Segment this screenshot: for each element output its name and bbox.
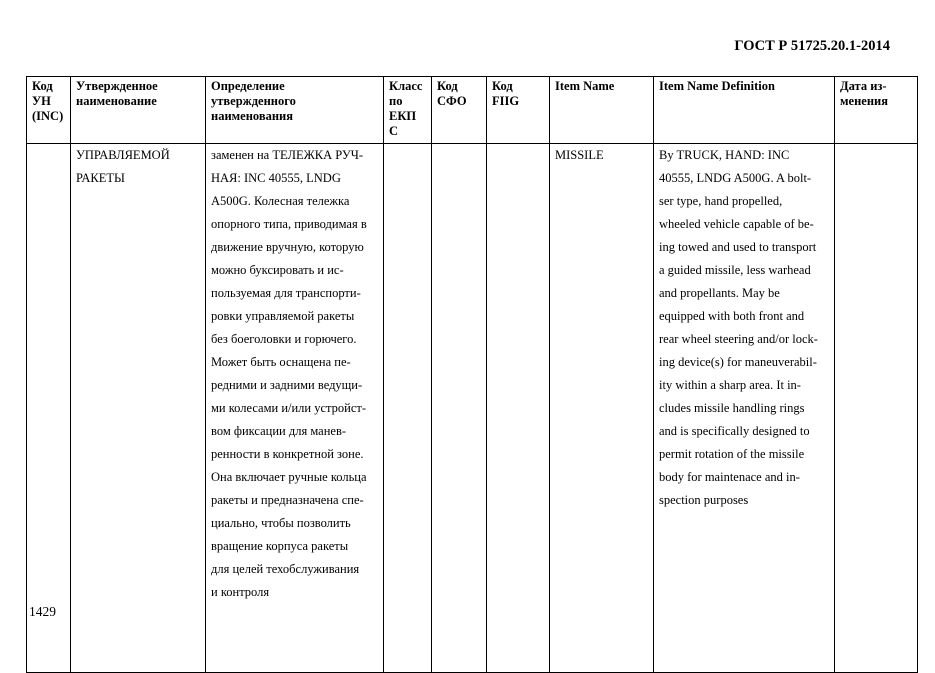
cell-text-line: пользуемая для транспорти-: [211, 286, 361, 300]
cell-text-line: ing towed and used to transport: [659, 240, 817, 254]
cell-text-line: ровки управляемой ракеты: [211, 309, 355, 323]
cell-text-line: ренности в конкретной зоне.: [211, 447, 364, 461]
cell-text-line: and is specifically designed to: [659, 424, 810, 438]
cell-text-line: wheeled vehicle capable of be-: [659, 217, 814, 231]
cell-text-line: РАКЕТЫ: [76, 171, 125, 185]
cell-text-line: циально, чтобы позволить: [211, 516, 351, 530]
cell-text-line: вращение корпуса ракеты: [211, 539, 349, 553]
cell-text-line: rear wheel steering and/or lock-: [659, 332, 818, 346]
column-header-line: Item Name: [555, 79, 615, 93]
cell-text-line: body for maintenace and in-: [659, 470, 800, 484]
column-header-line: ЕКП: [389, 109, 417, 123]
table-header-row: [27, 77, 918, 144]
column-header-line: Item Name Definition: [659, 79, 775, 93]
cell-text-line: можно буксировать и ис-: [211, 263, 344, 277]
column-header-change-date: [835, 77, 918, 144]
cell-text-line: By TRUCK, HAND: INC: [659, 148, 790, 162]
column-header-fiig: [487, 77, 550, 144]
cell-text-line: ser type, hand propelled,: [659, 194, 783, 208]
column-header-line: Дата из-: [840, 79, 887, 93]
column-header-line: Код: [492, 79, 513, 93]
cell-change-date: [835, 144, 918, 673]
page-number: 1429: [29, 604, 56, 619]
cell-approved-name: [71, 144, 206, 673]
cell-text-line: ракеты и предназначена спе-: [211, 493, 364, 507]
column-header-line: С: [389, 124, 399, 138]
column-header-definition: [206, 77, 384, 144]
column-header-item-name: [550, 77, 654, 144]
cell-text-line: НАЯ: INC 40555, LNDG: [211, 171, 341, 185]
cell-item-name: [550, 144, 654, 673]
document-code: ГОСТ Р 51725.20.1-2014: [734, 38, 890, 54]
column-header-line: (INC): [32, 109, 64, 123]
cell-text-line: spection purposes: [659, 493, 749, 507]
cell-ekp-class: [384, 144, 432, 673]
cell-text-line: вом фиксации для манев-: [211, 424, 347, 438]
cell-text-line: для целей техобслуживания: [211, 562, 360, 576]
column-header-ekp-class: [384, 77, 432, 144]
cell-item-name-definition: [654, 144, 835, 673]
column-header-inc: [27, 77, 71, 144]
cell-text-line: без боеголовки и горючего.: [211, 332, 357, 346]
column-header-approved-name: [71, 77, 206, 144]
column-header-line: СФО: [437, 94, 467, 108]
cell-text-line: УПРАВЛЯЕМОЙ: [76, 148, 170, 162]
column-header-sfo: [432, 77, 487, 144]
cell-fiig: [487, 144, 550, 673]
column-header-line: Класс: [389, 79, 423, 93]
cell-text-line: ity within a sharp area. It in-: [659, 378, 801, 392]
classification-table: [26, 76, 918, 673]
column-header-line: Утвержденное: [76, 79, 158, 93]
cell-text-line: and propellants. May be: [659, 286, 780, 300]
cell-inc: [27, 144, 71, 673]
cell-text-line: equipped with both front and: [659, 309, 805, 323]
column-header-line: наименование: [76, 94, 157, 108]
table-row: [27, 144, 918, 673]
column-header-line: менения: [840, 94, 888, 108]
cell-text-line: Она включает ручные кольца: [211, 470, 367, 484]
cell-text-line: заменен на ТЕЛЕЖКА РУЧ-: [211, 148, 364, 162]
cell-text-line: permit rotation of the missile: [659, 447, 805, 461]
cell-text-line: cludes missile handling rings: [659, 401, 805, 415]
column-header-item-name-definition: [654, 77, 835, 144]
cell-text-line: и контроля: [211, 585, 270, 599]
cell-text-line: редними и задними ведущи-: [211, 378, 363, 392]
cell-text-line: 40555, LNDG A500G. A bolt-: [659, 171, 812, 185]
cell-text-line: A500G. Колесная тележка: [211, 194, 350, 208]
column-header-line: наименования: [211, 109, 294, 123]
cell-text-line: ми колесами и/или устройст-: [211, 401, 366, 415]
cell-text-line: опорного типа, приводимая в: [211, 217, 367, 231]
column-header-line: Код: [437, 79, 458, 93]
cell-text-line: Может быть оснащена пе-: [211, 355, 351, 369]
cell-text-line: a guided missile, less warhead: [659, 263, 811, 277]
cell-text-line: движение вручную, которую: [211, 240, 364, 254]
column-header-line: УН: [32, 94, 51, 108]
column-header-line: Определение: [211, 79, 285, 93]
cell-text-line: ing device(s) for maneuverabil-: [659, 355, 817, 369]
cell-text-line: MISSILE: [555, 148, 604, 162]
cell-sfo: [432, 144, 487, 673]
column-header-line: утвержденного: [211, 94, 296, 108]
column-header-line: Код: [32, 79, 53, 93]
column-header-line: FIIG: [492, 94, 520, 108]
cell-definition: [206, 144, 384, 673]
column-header-line: по: [389, 94, 403, 108]
